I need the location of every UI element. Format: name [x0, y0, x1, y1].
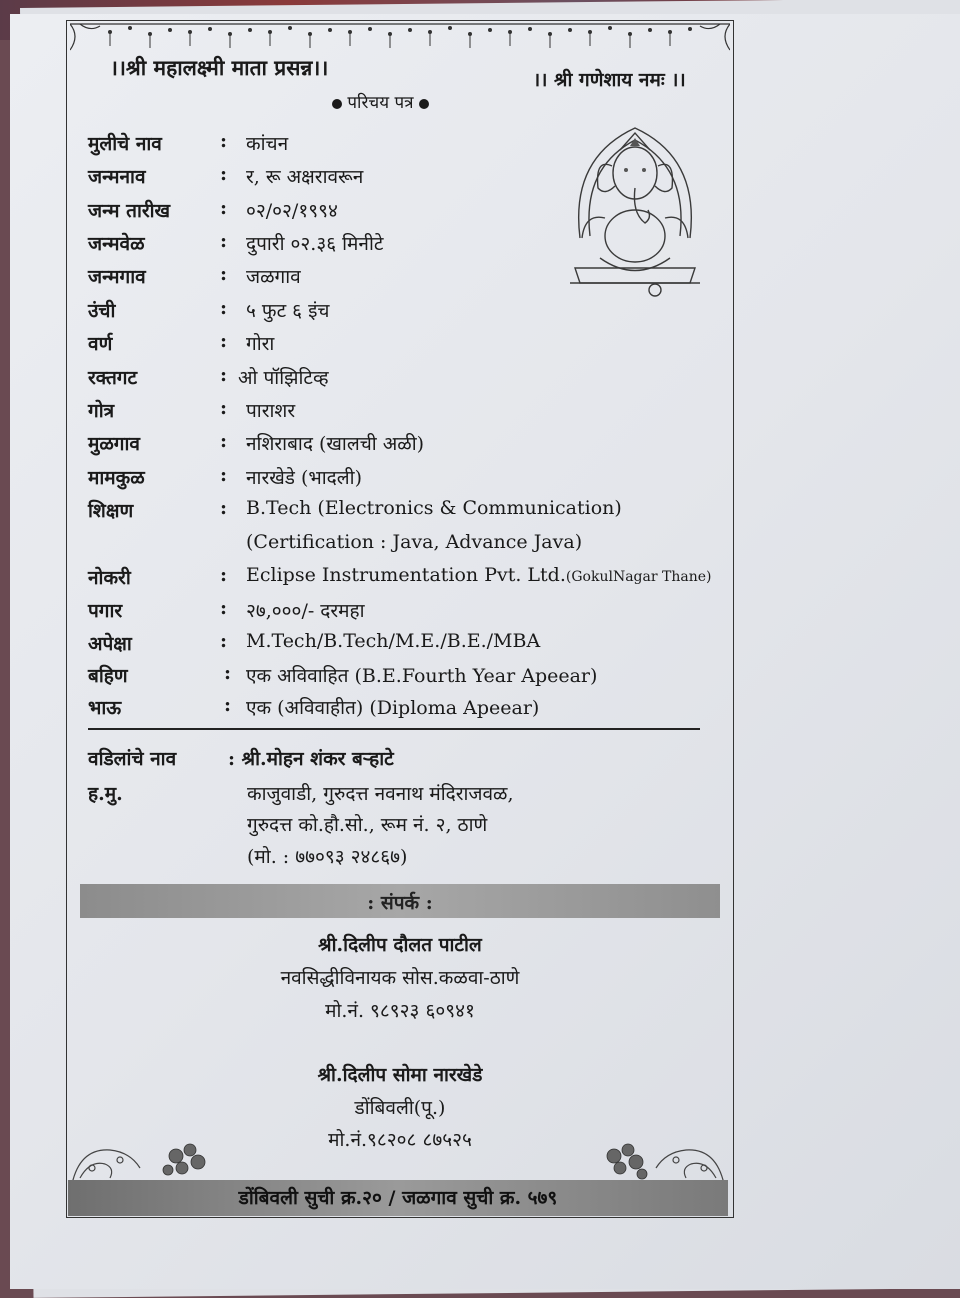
contact-person-2-name: श्री.दिलीप सोमा नारखेडे [317, 1064, 483, 1086]
father-label: वडिलांचे नाव [88, 748, 177, 770]
colon: : [220, 230, 228, 252]
detail-label: पगार [88, 600, 123, 622]
contact-heading-band [80, 884, 720, 918]
detail-value: एक अविवाहित (B.E.Fourth Year Apeear) [246, 665, 598, 687]
colon: : [220, 263, 228, 285]
footer-list-numbers: डोंबिवली सुची क्र.२० / जळगाव सुची क्र. ५७९ [238, 1187, 558, 1209]
detail-value: एक (अविवाहीत) (Diploma Apeear) [246, 697, 540, 719]
father-name-row: : श्री.मोहन शंकर बऱ्हाटे [228, 748, 394, 770]
detail-row-birth-name [88, 163, 688, 193]
bottom-left-ornament [70, 1138, 160, 1186]
bullet-icon [419, 99, 429, 109]
detail-label: मुळगाव [88, 433, 140, 455]
detail-value: पाराशर [246, 400, 296, 422]
detail-label: बहिण [88, 665, 128, 687]
title-text: परिचय पत्र [347, 93, 414, 113]
father-name: श्री.मोहन शंकर बऱ्हाटे [241, 748, 394, 770]
detail-value: दुपारी ०२.३६ मिनीटे [246, 233, 384, 255]
detail-value: नारखेडे (भादली) [246, 467, 362, 489]
top-ornament [70, 22, 730, 54]
job-location: (GokulNagar Thane) [565, 569, 712, 585]
detail-label: मुलीचे नाव [88, 133, 162, 155]
colon: : [220, 330, 228, 352]
colon: : [220, 397, 228, 419]
contact-person-2-address: डोंबिवली(पू.) [354, 1097, 446, 1119]
detail-value [246, 564, 711, 586]
detail-value: (Certification : Java, Advance Java) [246, 531, 583, 553]
detail-row-birth-place [88, 263, 688, 293]
detail-value: र, रू अक्षरावरून [246, 166, 364, 188]
detail-value: गोरा [246, 333, 275, 355]
father-phone: (मो. : ७७०९३ २४८६७) [247, 846, 408, 868]
detail-label: जन्म तारीख [88, 200, 171, 222]
detail-value: ०२/०२/१९९४ [246, 200, 338, 222]
contact-person-1-phone: मो.नं. ९८९२३ ६०९४१ [325, 1000, 475, 1022]
detail-value: B.Tech (Electronics & Communication) [246, 497, 622, 519]
colon: : [220, 430, 228, 452]
detail-row-maternal-family [88, 464, 688, 494]
detail-label: रक्तगट [88, 367, 138, 389]
detail-row-education-certification [88, 531, 688, 561]
colon: : [220, 297, 228, 319]
left-blessing: ।।श्री महालक्ष्मी माता प्रसन्न।। [110, 55, 329, 80]
detail-value: ५ फुट ६ इंच [246, 300, 330, 322]
detail-label: उंची [88, 300, 116, 322]
flower-bouquet-left-icon [156, 1136, 216, 1186]
detail-value: जळगाव [246, 266, 301, 288]
detail-label: अपेक्षा [88, 633, 132, 655]
contact-heading: : संपर्क : [367, 892, 433, 914]
colon: : [220, 630, 228, 652]
contact-person-2-phone: मो.नं.९८२०८ ८७५२५ [328, 1129, 472, 1151]
detail-row-blood-group [88, 364, 688, 394]
address-label: ह.मु. [88, 783, 123, 805]
address-line-1: काजुवाडी, गुरुदत्त नवनाथ मंदिराजवळ, [247, 783, 514, 805]
detail-row-sister [88, 662, 688, 692]
detail-label: जन्मनाव [88, 166, 146, 188]
detail-label: जन्मवेळ [88, 233, 145, 255]
detail-row-native-place [88, 430, 688, 460]
detail-value: २७,०००/- दरमहा [246, 600, 365, 622]
detail-label: नोकरी [88, 567, 131, 589]
detail-row-birth-time [88, 230, 688, 260]
detail-row-gotra [88, 397, 688, 427]
detail-label: शिक्षण [88, 500, 134, 522]
detail-value: कांचन [246, 133, 289, 155]
colon: : [220, 497, 228, 519]
detail-row-expectation [88, 630, 688, 660]
detail-label: भाऊ [88, 697, 122, 719]
footer-band [68, 1180, 728, 1216]
contact-person-1-address: नवसिद्धीविनायक सोस.कळवा-ठाणे [280, 967, 520, 989]
detail-row-complexion [88, 330, 688, 360]
colon: : [220, 130, 228, 152]
colon: : [220, 464, 228, 486]
detail-value: नशिराबाद (खालची अळी) [246, 433, 425, 455]
detail-label: मामकुळ [88, 467, 145, 489]
colon: : [220, 597, 228, 619]
detail-row-height [88, 297, 688, 327]
contact-person-1-name: श्री.दिलीप दौलत पाटील [318, 934, 482, 956]
bullet-icon [332, 99, 342, 109]
colon: : [220, 564, 228, 586]
detail-label: वर्ण [88, 333, 113, 355]
detail-value: ओ पॉझिटिव्ह [238, 367, 329, 389]
detail-row-education [88, 497, 688, 527]
document-title [332, 90, 429, 113]
detail-value: M.Tech/B.Tech/M.E./B.E./MBA [246, 630, 541, 652]
colon: : [220, 364, 228, 386]
colon: : [220, 197, 228, 219]
address-line-2: गुरुदत्त को.हौ.सो., रूम नं. २, ठाणे [247, 814, 488, 836]
section-divider [88, 728, 700, 730]
detail-row-birth-date [88, 197, 688, 227]
detail-row-salary [88, 597, 688, 627]
job-company: Eclipse Instrumentation Pvt. Ltd. [246, 564, 566, 586]
detail-row-brother [88, 694, 688, 724]
detail-row-name [88, 130, 688, 160]
detail-row-job [88, 564, 712, 594]
colon: : [220, 163, 228, 185]
right-blessing: ।। श्री गणेशाय नमः ।। [533, 69, 686, 91]
detail-label: गोत्र [88, 400, 115, 422]
colon: : [224, 694, 232, 716]
flower-bouquet-right-icon [594, 1136, 654, 1186]
colon: : [224, 662, 232, 684]
detail-label: जन्मगाव [88, 266, 146, 288]
